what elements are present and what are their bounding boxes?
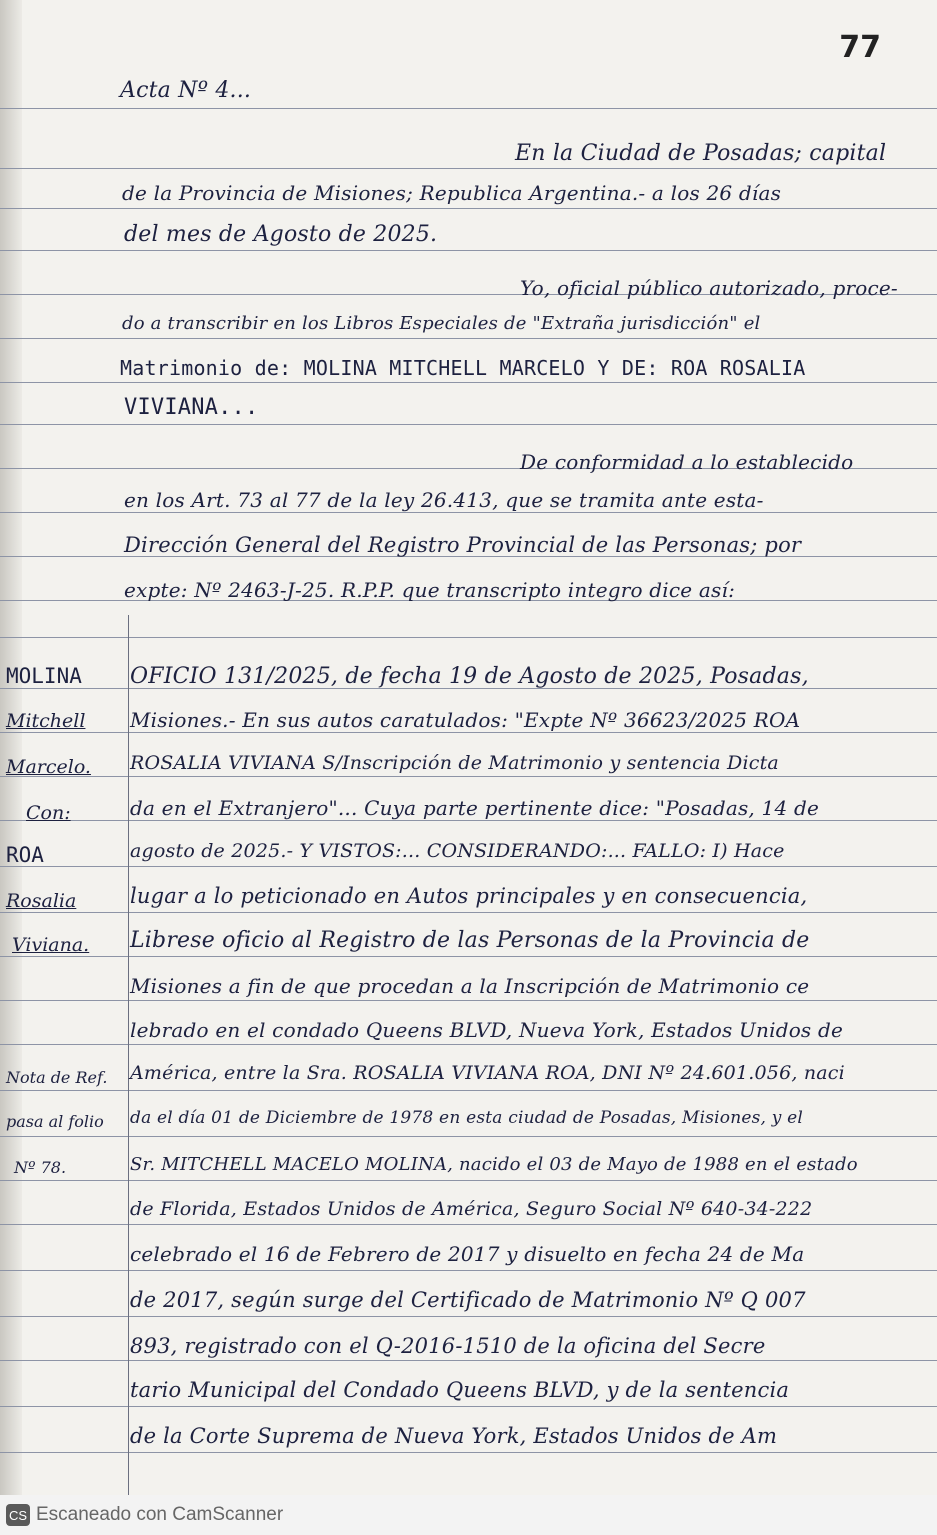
ruled-line (0, 108, 937, 109)
text-line: América, entre la Sra. ROSALIA VIVIANA ROA, DNI Nº 24.601.056, naci (130, 1062, 845, 1084)
margin-note: pasa al folio (6, 1112, 104, 1131)
text-line: del mes de Agosto de 2025. (124, 222, 438, 247)
ruled-line (0, 250, 937, 251)
text-line: OFICIO 131/2025, de fecha 19 de Agosto de 2025, Posadas, (130, 664, 809, 689)
text-line: do a transcribir en los Libros Especiales de "Extraña jurisdicción" el (122, 313, 761, 334)
text-line: De conformidad a lo establecido (520, 450, 854, 474)
text-line: Librese oficio al Registro de las Personas de la Provincia de (130, 928, 810, 953)
text-line: lebrado en el condado Queens BLVD, Nueva York, Estados Unidos de (130, 1018, 843, 1042)
ruled-line (0, 338, 937, 339)
page-number: 77 (839, 30, 881, 65)
text-line: celebrado el 16 de Febrero de 2017 y disuelto en fecha 24 de Ma (130, 1242, 805, 1266)
margin-note: Mitchell (6, 710, 86, 732)
ruled-line (0, 512, 937, 513)
text-line: agosto de 2025.- Y VISTOS:... CONSIDERANDO:... FALLO: I) Hace (130, 840, 785, 862)
text-line: de 2017, según surge del Certificado de Matrimonio Nº Q 007 (130, 1288, 806, 1312)
ruled-line (0, 866, 937, 867)
scanner-footer (0, 1495, 937, 1535)
ruled-line (0, 637, 937, 638)
margin-line (128, 615, 129, 1535)
text-line: da el día 01 de Diciembre de 1978 en esta ciudad de Posadas, Misiones, y el (130, 1108, 804, 1128)
ruled-line (0, 208, 937, 209)
ruled-line (0, 1406, 937, 1407)
text-line: Acta Nº 4... (120, 78, 252, 103)
ruled-line (0, 168, 937, 169)
ruled-line (0, 1270, 937, 1271)
ruled-line (0, 732, 937, 733)
ruled-line (0, 1452, 937, 1453)
text-line: Matrimonio de: MOLINA MITCHELL MARCELO Y DE: ROA ROSALIA (120, 356, 806, 380)
ruled-line (0, 956, 937, 957)
text-line: de la Provincia de Misiones; Republica Argentina.- a los 26 días (122, 181, 782, 205)
text-line: 893, registrado con el Q-2016-1510 de la oficina del Secre (130, 1334, 766, 1358)
text-line: Misiones.- En sus autos caratulados: "Expte Nº 36623/2025 ROA (130, 708, 801, 732)
text-line: VIVIANA... (124, 395, 259, 420)
margin-note: Nota de Ref. (6, 1068, 108, 1087)
ruled-line (0, 912, 937, 913)
margin-note: Rosalia (6, 890, 77, 912)
ruled-line (0, 424, 937, 425)
text-line: da en el Extranjero"... Cuya parte pertinente dice: "Posadas, 14 de (130, 796, 819, 820)
text-line: Misiones a fin de que procedan a la Inscripción de Matrimonio ce (130, 974, 810, 998)
margin-note: Marcelo. (6, 756, 91, 778)
margin-note: MOLINA (6, 664, 82, 688)
text-line: Sr. MITCHELL MACELO MOLINA, nacido el 03 de Mayo de 1988 en el estado (130, 1154, 858, 1175)
ruled-line (0, 1044, 937, 1045)
ruled-line (0, 1136, 937, 1137)
margin-note: ROA (6, 843, 44, 867)
ruled-line (0, 776, 937, 777)
scanner-footer-text: Escaneado con CamScanner (36, 1504, 284, 1525)
text-line: expte: Nº 2463-J-25. R.P.P. que transcripto integro dice así: (124, 578, 736, 602)
ruled-line (0, 1360, 937, 1361)
text-line: Dirección General del Registro Provincial de las Personas; por (124, 533, 802, 557)
text-line: lugar a lo peticionado en Autos principales y en consecuencia, (130, 884, 808, 908)
ruled-line (0, 1224, 937, 1225)
ruled-line (0, 1000, 937, 1001)
text-line: tario Municipal del Condado Queens BLVD, y de la sentencia (130, 1378, 790, 1402)
camscanner-logo: CS (6, 1504, 30, 1526)
ruled-line (0, 820, 937, 821)
text-line: En la Ciudad de Posadas; capital (515, 141, 887, 166)
ruled-line (0, 382, 937, 383)
margin-note: Nº 78. (14, 1158, 67, 1177)
text-line: de Florida, Estados Unidos de América, Seguro Social Nº 640-34-222 (130, 1198, 813, 1220)
margin-note: Viviana. (12, 934, 90, 956)
text-line: Yo, oficial público autorizado, proce- (520, 276, 898, 300)
text-line: de la Corte Suprema de Nueva York, Estados Unidos de Am (130, 1424, 778, 1448)
ruled-line (0, 1090, 937, 1091)
text-line: ROSALIA VIVIANA S/Inscripción de Matrimonio y sentencia Dicta (130, 752, 779, 774)
margin-note: Con: (26, 802, 71, 824)
text-line: en los Art. 73 al 77 de la ley 26.413, que se tramita ante esta- (124, 488, 764, 512)
ruled-line (0, 1180, 937, 1181)
ruled-line (0, 1316, 937, 1317)
